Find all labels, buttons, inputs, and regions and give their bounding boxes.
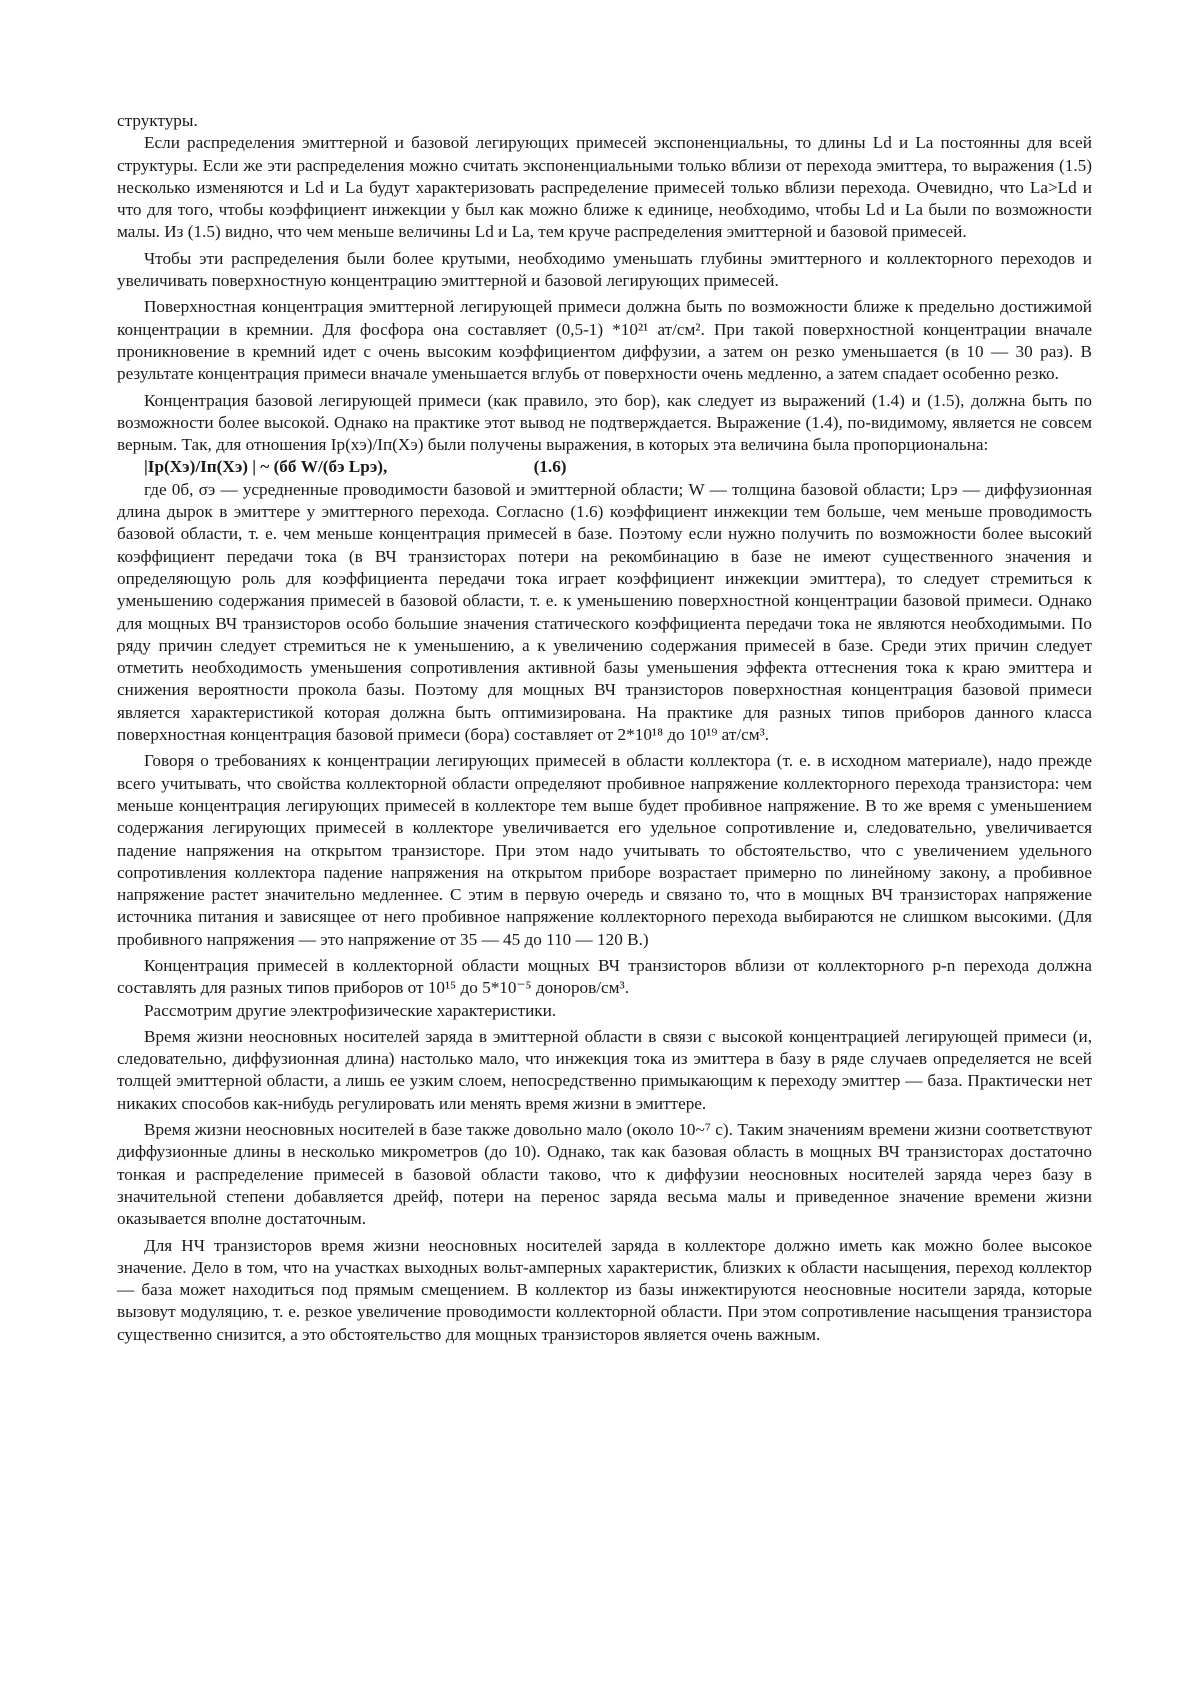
formula-1-6 xyxy=(117,456,1092,478)
paragraph-collector-concentration: Концентрация примесей в коллекторной области мощных ВЧ транзисторов вблизи от коллекторного p-n перехода должна составлять для разных типов приборов от 10¹⁵ до 5*10⁻⁵ доноров/см³. xyxy=(117,955,1092,998)
paragraph-steeper-distribution: Чтобы эти распределения были более крутыми, необходимо уменьшать глубины эмиттерного и коллекторного переходов и увеличивать поверхностную концентрацию эмиттерной и базовой легирующих примесей. xyxy=(117,248,1092,291)
paragraph-emitter-surface-concentration: Поверхностная концентрация эмиттерной легирующей примеси должна быть по возможности ближе к предельно достижимой концентрации в кремнии. Для фосфора она составляет (0,5-1) *10²¹ ат/см². При такой поверхностной концентрации вначале проникновение в кремний идет с очень высоким коэффициентом диффузии, а затем он резко уменьшается (в 10 — 30 раз). В результате концентрация примеси вначале уменьшается вглубь от поверхности очень медленно, а затем спадает особенно резко. xyxy=(117,297,1092,384)
paragraph-formula-explanation: где 0б, σэ — усредненные проводимости базовой и эмиттерной области; W — толщина базовой области; Lрэ — диффузионная длина дырок в эмиттере у эмиттерного перехода. Согласно (1.6) коэффициент инжекции тем больше, чем меньше проводимость базовой области, т. е. чем меньше концентрация примесей в базе. Поэтому если нужно получить по возможности более высокий коэффициент передачи тока (в ВЧ транзисторах потери на рекомбинацию в базе не имеют существенного значения и определяющую роль для коэффициента передачи тока играет коэффициент инжекции эмиттера), то следует стремиться к уменьшению содержания примесей в базовой области, т. е. к уменьшению поверхностной концентрации базовой примеси. Однако для мощных ВЧ транзисторов особо большие значения статического коэффициента передачи тока не являются необходимыми. По ряду причин следует стремиться не к уменьшению, а к увеличению содержания примесей в базе. Среди этих причин следует отметить необходимость уменьшения сопротивления активной базы уменьшения эффекта оттеснения тока к краю эмиттера и снижения вероятности прокола базы. Поэтому для мощных ВЧ транзисторов поверхностная концентрация базовой примеси является характеристикой которая должна быть оптимизирована. На практике для разных типов приборов данного класса поверхностная концентрация базовой примеси (бора) составляет от 2*10¹⁸ до 10¹⁹ ат/см³. xyxy=(117,479,1092,745)
paragraph-exponential-distribution: Если распределения эмиттерной и базовой легирующих примесей экспоненциальны, то длины Ld и Lа постоянны для всей структуры. Если же эти распределения можно считать экспоненциальными только вблизи от перехода эмиттера, то выражения (1.5) несколько изменяются и Ld и Lа будут характеризовать распределение примесей только вблизи перехода. Очевидно, что Lа>Ld и что для того, чтобы коэффициент инжекции у был как можно ближе к единице, необходимо, чтобы Ld и Lа были по возможности малы. Из (1.5) видно, что чем меньше величины Ld и Lа, тем круче распределения эмиттерной и базовой примесей. xyxy=(117,133,1092,242)
formula-expression: |Iр(Xэ)/Iп(Xэ) | ~ (бб W/(бэ Lрэ), xyxy=(144,457,388,477)
paragraph-other-characteristics: Рассмотрим другие электрофизические характеристики. xyxy=(144,1000,557,1020)
formula-number: (1.6) xyxy=(533,457,567,477)
paragraph-lf-transistors: Для НЧ транзисторов время жизни неосновных носителей заряда в коллекторе должно иметь как можно более высокое значение. Дело в том, что на участках выходных вольт-амперных характеристик, близких к области насыщения, переход коллектор — база может находиться под прямым смещением. В коллектор из базы инжектируются неосновные носители заряда, которые вызовут модуляцию, т. е. резкое увеличение проводимости коллекторной области. При этом сопротивление насыщения транзистора существенно снизится, а это обстоятельство для мощных транзисторов является очень важным. xyxy=(117,1235,1092,1344)
paragraph-base-concentration: Концентрация базовой легирующей примеси (как правило, это бор), как следует из выражений (1.4) и (1.5), должна быть по возможности более высокой. Однако на практике этот вывод не подтверждается. Выражение (1.4), по-видимому, является не совсем верным. Так, для отношения Iр(xэ)/Iп(Xэ) были получены выражения, в которых эта величина была пропорциональна: xyxy=(117,390,1092,455)
paragraph-continuation: структуры. xyxy=(117,111,198,130)
paragraph-emitter-lifetime: Время жизни неосновных носителей заряда в эмиттерной области в связи с высокой концентрацией легирующей примеси (и, следовательно, диффузионная длина) настолько мало, что инжекция тока из эмиттера в базу в ряде случаев определяется не всей толщей эмиттерной области, а лишь ее узким слоем, непосредственно примыкающим к переходу эмиттер — база. Практически нет никаких способов как-нибудь регулировать или менять время жизни в эмиттере. xyxy=(117,1026,1092,1113)
paragraph-base-lifetime: Время жизни неосновных носителей в базе также довольно мало (около 10~⁷ с). Таким значениям времени жизни соответствуют диффузионные длины в несколько микрометров (до 10). Однако, так как базовая область в мощных ВЧ транзисторах достаточно тонкая и распределение примесей в базовой области таково, что к диффузии неосновных носителей заряда через базу в значительной степени добавляется дрейф, потери на перенос заряда весьма малы и приведенное значение времени жизни оказывается вполне достаточным. xyxy=(117,1120,1092,1229)
paragraph-collector-requirements: Говоря о требованиях к концентрации легирующих примесей в области коллектора (т. е. в исходном материале), надо прежде всего учитывать, что свойства коллекторной области определяют пробивное напряжение коллекторного перехода транзистора: чем меньше концентрация легирующих примесей в коллекторе тем выше будет пробивное напряжение. В то же время с уменьшением содержания легирующих примесей в коллекторе увеличивается его удельное сопротивление и, следовательно, увеличивается падение напряжения на открытом транзисторе. При этом надо учитывать то обстоятельство, что с увеличением удельного сопротивления коллектора падение напряжения на открытом приборе возрастает примерно по линейному закону, а пробивное напряжение растет значительно медленнее. С этим в первую очередь и связано то, что в мощных ВЧ транзисторах напряжение источника питания и зависящее от него пробивное напряжение коллекторного перехода выбираются не слишком высокими. (Для пробивного напряжения — это напряжение от 35 — 45 до 110 — 120 В.) xyxy=(117,751,1092,949)
